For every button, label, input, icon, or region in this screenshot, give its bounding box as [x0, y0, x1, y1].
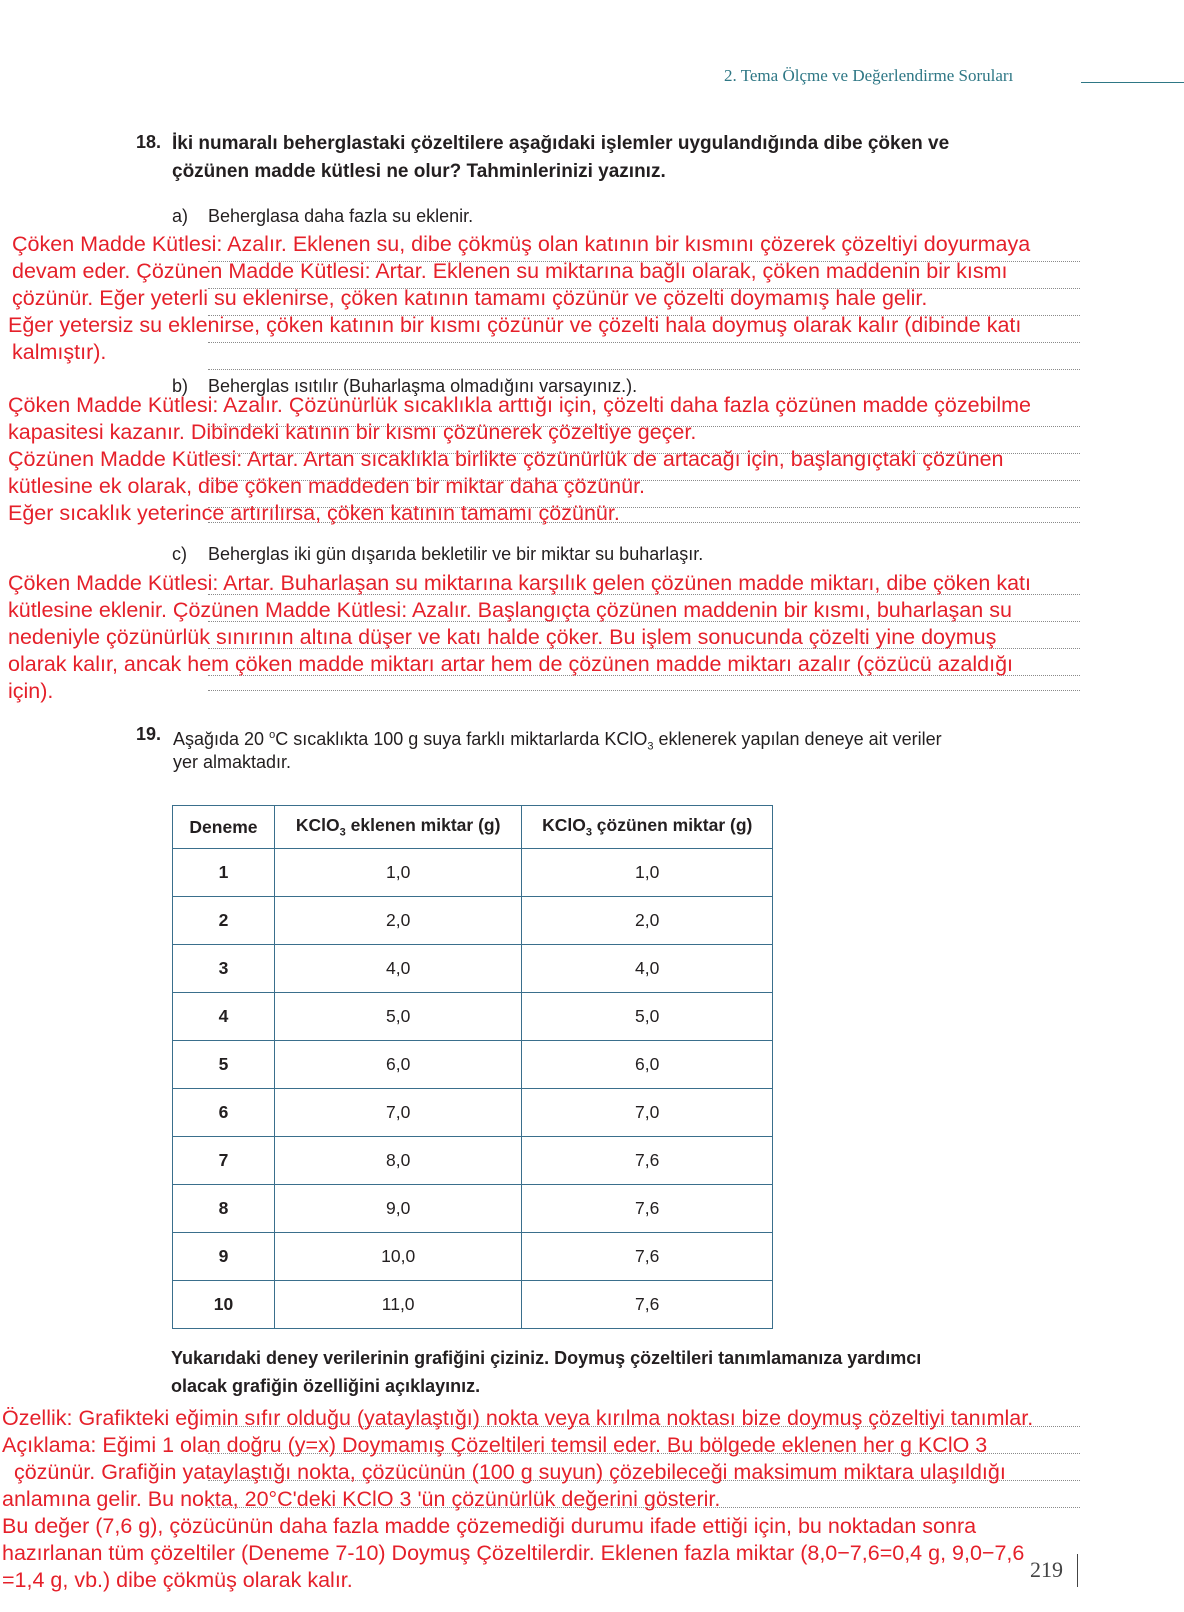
table-row	[173, 849, 773, 897]
table-cell-added: 11,0	[274, 1281, 522, 1329]
column-header-deneme: Deneme	[173, 806, 275, 849]
answer-19-line: anlamına gelir. Bu nokta, 20°C'deki KClO 3 'ün çözünürlük değerini gösterir.	[2, 1487, 721, 1511]
q19-text-post: eklenerek yapılan deneye ait veriler	[653, 729, 942, 749]
table-row	[173, 897, 773, 945]
table-cell-dissolved: 7,6	[522, 1185, 773, 1233]
table-cell-dissolved: 1,0	[522, 849, 773, 897]
table-cell-added: 10,0	[274, 1233, 522, 1281]
question-18-text-line2: çözünen madde kütlesi ne olur? Tahminlerinizi yazınız.	[172, 161, 666, 182]
table-cell-trial: 5	[173, 1041, 275, 1089]
table-cell-dissolved: 5,0	[522, 993, 773, 1041]
table-row	[173, 1185, 773, 1233]
table-cell-dissolved: 4,0	[522, 945, 773, 993]
table-row	[173, 945, 773, 993]
answer-19-line: =1,4 g, vb.) dibe çökmüş olarak kalır.	[2, 1568, 353, 1592]
answer-a-line: Çöken Madde Kütlesi: Azalır. Eklenen su, dibe çökmüş olan katının bir kısmını çözerek çözeltiyi doyurmaya	[12, 232, 1031, 256]
part-b-text: Beherglas ısıtılır (Buharlaşma olmadığını varsayınız.).	[208, 376, 638, 396]
table-cell-trial: 10	[173, 1281, 275, 1329]
question-18-text-line1: İki numaralı beherglastaki çözeltilere aşağıdaki işlemler uygulandığında dibe çöken ve	[172, 133, 950, 154]
table-cell-dissolved: 2,0	[522, 897, 773, 945]
table-row	[173, 1041, 773, 1089]
answer-c-line: nedeniyle çözünürlük sınırının altına düşer ve katı halde çöker. Bu işlem sonucunda çözelti yine doymuş	[8, 625, 997, 649]
table-cell-added: 7,0	[274, 1089, 522, 1137]
answer-a-line: çözünür. Eğer yeterli su eklenirse, çöken katının tamamı çözünür ve çözelti doymamış hale gelir.	[12, 286, 928, 310]
q19-subscript: 3	[647, 740, 654, 753]
page-number: 219	[1030, 1557, 1063, 1582]
table-cell-dissolved: 7,6	[522, 1233, 773, 1281]
table-cell-trial: 4	[173, 993, 275, 1041]
header-rule	[1081, 82, 1184, 83]
column-header-added: KClO$_3$ eklenen miktar (g)	[274, 806, 522, 849]
part-a-label: a)	[172, 206, 189, 226]
answer-b-line: Eğer sıcaklık yeterince artırılırsa, çöken katının tamamı çözünür.	[8, 501, 620, 525]
table-cell-dissolved: 6,0	[522, 1041, 773, 1089]
table-cell-added: 5,0	[274, 993, 522, 1041]
task-text-line1: Yukarıdaki deney verilerinin grafiğini çiziniz. Doymuş çözeltileri tanımlamanıza yardımcı	[171, 1348, 922, 1368]
answer-c-line: için).	[8, 679, 54, 703]
answer-line	[208, 342, 1080, 343]
part-c-label: c)	[172, 544, 187, 564]
question-19-number: 19.	[136, 724, 162, 744]
table-cell-dissolved: 7,6	[522, 1137, 773, 1185]
table-cell-trial: 9	[173, 1233, 275, 1281]
table-cell-added: 4,0	[274, 945, 522, 993]
header-title: 2. Tema Ölçme ve Değerlendirme Soruları	[724, 66, 1014, 85]
answer-a-line: Eğer yetersiz su eklenirse, çöken katının bir kısmı çözünür ve çözelti hala doymuş olarak kalır (dibinde katı	[8, 313, 1022, 337]
answer-a-line: devam eder. Çözünen Madde Kütlesi: Artar. Eklenen su miktarına bağlı olarak, çöken maddenin bir kısmı	[12, 259, 1008, 283]
part-a-text: Beherglasa daha fazla su eklenir.	[208, 206, 474, 226]
table-cell-trial: 6	[173, 1089, 275, 1137]
column-header-dissolved: KClO$_3$ çözünen miktar (g)	[522, 806, 773, 849]
table-row	[173, 1089, 773, 1137]
answer-b-line: kütlesine ek olarak, dibe çöken maddeden bir miktar daha çözünür.	[8, 474, 646, 498]
answer-19-line: çözünür. Grafiğin yataylaştığı nokta, çözücünün (100 g suyun) çözebileceği maksimum miktara ulaşıldığı	[2, 1460, 1006, 1484]
part-b-label: b)	[172, 376, 189, 396]
part-c-text: Beherglas iki gün dışarıda bekletilir ve bir miktar su buharlaşır.	[208, 544, 704, 564]
answer-line	[208, 690, 1080, 691]
question-18-number: 18.	[136, 132, 162, 152]
table-cell-added: 9,0	[274, 1185, 522, 1233]
table-cell-added: 2,0	[274, 897, 522, 945]
page-number-rule	[1077, 1554, 1078, 1587]
table-cell-dissolved: 7,6	[522, 1281, 773, 1329]
answer-19-line: Bu değer (7,6 g), çözücünün daha fazla madde çözemediği durumu ifade ettiği için, bu noktadan sonra	[2, 1514, 977, 1538]
table-cell-added: 8,0	[274, 1137, 522, 1185]
question-19-text-line2: yer almaktadır.	[173, 752, 292, 772]
answer-19-line: Özellik: Grafikteki eğimin sıfır olduğu (yataylaştığı) nokta veya kırılma noktası bize doymuş çözeltiyi tanımlar.	[2, 1406, 1034, 1430]
table-cell-trial: 3	[173, 945, 275, 993]
table-row	[173, 1281, 773, 1329]
answer-b-line: kapasitesi kazanır. Dibindeki katının bir kısmı çözünerek çözeltiye geçer.	[8, 420, 697, 444]
q19-text-mid: C sıcaklıkta 100 g suya farklı miktarlarda KClO	[275, 729, 648, 749]
answer-b-line: Çöken Madde Kütlesi: Azalır. Çözünürlük sıcaklıkla arttığı için, çözelti daha fazla çözünen madde çözebilme	[8, 393, 1031, 417]
answer-a-line: kalmıştır).	[12, 340, 107, 364]
table-cell-dissolved: 7,0	[522, 1089, 773, 1137]
answer-b-line: Çözünen Madde Kütlesi: Artar. Artan sıcaklıkla birlikte çözünürlük de artacağı için, başlangıçtaki çözünen	[8, 447, 1004, 471]
table-cell-trial: 1	[173, 849, 275, 897]
table-cell-added: 1,0	[274, 849, 522, 897]
table-row	[173, 1137, 773, 1185]
answer-19-line: Açıklama: Eğimi 1 olan doğru (y=x) Doymamış Çözeltileri temsil eder. Bu bölgede eklenen her g KClO 3	[2, 1433, 988, 1457]
experiment-table	[172, 805, 773, 1329]
answer-19-line: hazırlanan tüm çözeltiler (Deneme 7-10) Doymuş Çözeltilerdir. Eklenen fazla miktar (8,0−7,6=0,4 g, 9,0−7,6	[2, 1541, 1025, 1565]
answer-line	[208, 369, 1080, 370]
table-row	[173, 1233, 773, 1281]
answer-c-line: kütlesine eklenir. Çözünen Madde Kütlesi: Azalır. Başlangıçta çözünen maddenin bir kısmı, buharlaşan su	[8, 598, 1012, 622]
answer-c-line: Çöken Madde Kütlesi: Artar. Buharlaşan su miktarına karşılık gelen çözünen madde miktarı, dibe çöken katı	[8, 571, 1031, 595]
degree-symbol: o	[269, 729, 276, 741]
table-cell-added: 6,0	[274, 1041, 522, 1089]
table-row	[173, 993, 773, 1041]
answer-c-line: olarak kalır, ancak hem çöken madde miktarı artar hem de çözünen madde miktarı azalır (çözücü azaldığı	[8, 652, 1013, 676]
table-cell-trial: 2	[173, 897, 275, 945]
table-cell-trial: 8	[173, 1185, 275, 1233]
table-header-row	[173, 806, 773, 849]
table-cell-trial: 7	[173, 1137, 275, 1185]
q19-text-pre: Aşağıda 20	[173, 729, 270, 749]
task-text-line2: olacak grafiğin özelliğini açıklayınız.	[171, 1376, 481, 1396]
